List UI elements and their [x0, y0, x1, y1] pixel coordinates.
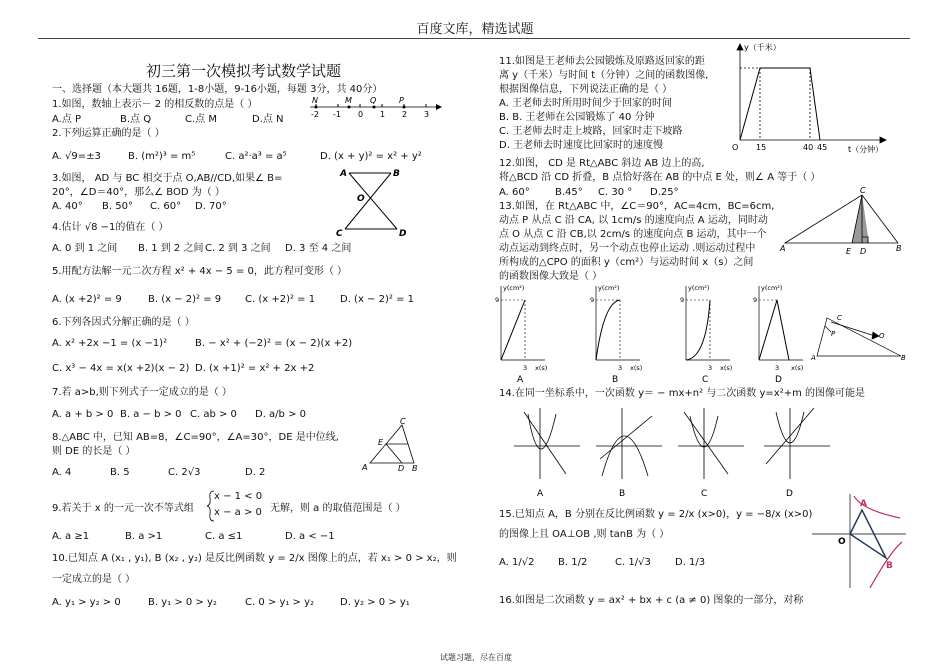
q11-distance-time-graph — [720, 40, 900, 155]
svg-text:3: 3 — [424, 110, 430, 119]
q2-option-d: D. (x + y)² = x² + y² — [320, 151, 422, 162]
q13a-y-value: 9 — [495, 296, 500, 304]
q6-option-b: B. − x² + (−2)² = (x − 2)(x +2) — [195, 338, 353, 349]
q1-option-d: D.点 N — [252, 114, 284, 125]
svg-text:D: D — [398, 464, 405, 473]
exam-title: 初三第一次模拟考试数学试题 — [146, 62, 342, 80]
q13c-x-value: 3 — [708, 364, 713, 372]
svg-text:C: C — [837, 314, 842, 322]
q13-line2: 动点 P 从点 C 沿 CA, 以 1cm/s 的速度向点 A 运动，同时动 — [499, 215, 768, 226]
question-1: 1.如图，数轴上表示－ 2 的相反数的点是（ ） — [52, 99, 258, 110]
q12-option-b: B.45° — [555, 187, 583, 198]
q13c-y-value: 9 — [680, 296, 685, 304]
q14-graph-d — [764, 408, 830, 479]
svg-text:B: B — [896, 244, 902, 253]
q11-line2: 离 y（千米）与时间 t（分钟）之间的函数图像, — [499, 70, 709, 81]
q6-option-a: A. x² +2x −1 = (x −1)² — [52, 338, 168, 349]
q8-figure — [362, 415, 422, 473]
q14-graph-c — [678, 408, 744, 479]
q11-line1: 11.如图是王老师去公园锻炼及原路返回家的距 — [499, 56, 705, 67]
svg-text:A: A — [780, 244, 786, 253]
q13c-y-label: y(cm²) — [688, 284, 710, 292]
page-header: 百度文库，精选试题 — [416, 22, 534, 37]
q8-option-a: A. 4 — [52, 467, 72, 478]
q7-option-b: B. a − b > 0 — [120, 409, 182, 420]
q1-option-a: A.点 P — [52, 114, 82, 125]
svg-text:B: B — [393, 169, 400, 179]
svg-text:B: B — [886, 561, 893, 571]
q3-figure — [335, 165, 415, 240]
q13-line5: 所构成的△CPO 的面积 y（cm²）与运动时间 x（s）之间 — [499, 257, 754, 268]
question-15-line2: 的图像上且 OA⊥OB ,则 tanB 为（ ） — [499, 529, 670, 540]
svg-text:-2: -2 — [311, 110, 319, 119]
q13d-x-label: x(s) — [791, 364, 804, 372]
q5-option-d: D. (x − 2)² = 1 — [340, 294, 414, 305]
q13-label-c: C — [702, 375, 709, 385]
q9-option-b: B. a >1 — [125, 531, 163, 542]
question-16: 16.如图是二次函数 y = ax² + bx + c (a ≠ 0) 图象的一部分，对称 — [499, 595, 804, 606]
q9-option-d: D. a < −1 — [285, 531, 335, 542]
q13-label-d: D — [775, 375, 782, 385]
q13d-y-label: y(cm²) — [761, 284, 783, 292]
q13-line1: 13.如图，在 Rt△ABC 中，∠C＝90°，AC=4cm，BC=6cm, — [499, 201, 775, 212]
question-14: 14.在同一坐标系中，一次函数 y＝ − mx+n² 与二次函数 y=x²+m 的图像可能是 — [499, 388, 866, 399]
question-5: 5.用配方法解一元二次方程 x² + 4x − 5 = 0，此方程可变形（ ） — [52, 266, 348, 277]
q7-option-c: C. ab > 0 — [190, 409, 237, 420]
q10-option-c: C. 0 > y₁ > y₂ — [245, 597, 315, 608]
svg-text:A: A — [811, 354, 816, 362]
q11-option-c: C. 王老师去时走上坡路，回家时走下坡路 — [499, 126, 683, 137]
q14-label-d: D — [786, 489, 793, 499]
svg-text:A: A — [362, 463, 368, 472]
q6-option-c: C. x³ − 4x = x(x +2)(x − 2) — [52, 363, 190, 374]
q3-option-c: C. 60° — [150, 201, 182, 212]
svg-text:1: 1 — [380, 110, 386, 119]
question-10-line1: 10.已知点 A (x₁ , y₁), B (x₂ , y₂) 是反比例函数 y = 2/x 图像上的点，若 x₁ > 0 > x₂，则 — [52, 553, 457, 564]
q14-label-c: C — [701, 489, 708, 499]
svg-text:D: D — [860, 247, 867, 256]
svg-text:B: B — [412, 464, 418, 473]
q15-option-b: B. 1/2 — [558, 557, 588, 568]
question-9-tail: 无解，则 a 的取值范围是（ ） — [270, 503, 406, 514]
q11-option-a: A. 王老师去时所用时间少于回家的时间 — [499, 98, 673, 109]
q13-line3: 点 O 从点 C 沿 CB,以 2cm/s 的速度向点 B 运动，其中一个 — [499, 229, 767, 240]
q5-option-a: A. (x +2)² = 9 — [52, 294, 122, 305]
q13c-x-label: x(s) — [720, 364, 733, 372]
q2-option-b: B. (m²)³ = m⁵ — [128, 151, 196, 162]
question-8-line1: 8.△ABC 中，已知 AB=8，∠C=90°，∠A=30°，DE 是中位线, — [52, 432, 339, 443]
question-4: 4.估计 √8 −1的值在（ ） — [52, 222, 169, 233]
svg-text:O: O — [879, 332, 885, 340]
page-footer: 试题习题，尽在百度 — [440, 653, 512, 662]
q11-option-d: D. 王老师去时速度比回家时的速度慢 — [499, 140, 664, 151]
svg-text:C: C — [336, 229, 343, 239]
q10-option-d: D. y₂ > 0 > y₁ — [340, 597, 410, 608]
q9-inequality-1: x − 1 < 0 — [214, 491, 263, 502]
svg-text:B: B — [901, 354, 906, 362]
svg-text:M: M — [345, 96, 352, 105]
q12-line1: 12.如图， CD 是 Rt△ABC 斜边 AB 边上的高, — [499, 158, 705, 169]
q15-figure — [810, 492, 910, 592]
q2-option-c: C. a²·a³ = a⁵ — [225, 151, 287, 162]
q13-label-a: A — [517, 375, 524, 385]
q14-answer-graphs — [510, 404, 850, 499]
q10-option-b: B. y₁ > 0 > y₂ — [148, 597, 217, 608]
q13b-x-value: 3 — [618, 364, 623, 372]
question-8-line2: 则 DE 的长是（ ） — [52, 446, 136, 457]
section-heading: 一、选择题（本大题共 16题，1-8小题，9-16小题，每题 3分，共 40分） — [52, 84, 383, 95]
fig11-tick-45: 45 — [817, 143, 828, 152]
question-7: 7.若 a>b,则下列式子一定成立的是（ ） — [52, 387, 232, 398]
q13-answer-graphs — [495, 282, 906, 387]
q2-option-a: A. √9=±3 — [52, 151, 101, 162]
svg-text:O: O — [838, 537, 846, 547]
q13d-y-value: 9 — [753, 296, 758, 304]
q13-label-b: B — [612, 375, 619, 385]
fig11-tick-15: 15 — [756, 143, 767, 152]
fig11-y-label: y（千米） — [744, 43, 781, 52]
q13-graph-b — [596, 286, 640, 360]
q9-option-a: A. a ≥1 — [52, 531, 90, 542]
question-6: 6.下列各因式分解正确的是（ ） — [52, 317, 195, 328]
q1-option-b: B.点 Q — [120, 114, 152, 125]
svg-text:E: E — [378, 438, 384, 447]
question-9-lead: 9.若关于 x 的一元一次不等式组 — [52, 503, 194, 514]
q4-option-a: A. 0 到 1 之间 — [52, 243, 118, 254]
number-line-figure — [308, 95, 443, 123]
q15-option-a: A. 1/√2 — [499, 557, 535, 568]
svg-text:C: C — [400, 417, 406, 426]
q15-option-c: C. 1/√3 — [615, 557, 651, 568]
svg-text:O: O — [357, 194, 365, 204]
svg-text:Q: Q — [370, 96, 377, 105]
fig11-tick-40: 40 — [803, 143, 814, 152]
q7-option-a: A. a + b > 0 — [52, 409, 114, 420]
q5-option-b: B. (x − 2)² = 9 — [148, 294, 222, 305]
q14-label-b: B — [619, 489, 626, 499]
q13b-y-label: y(cm²) — [598, 284, 620, 292]
q4-option-b: B. 1 到 2 之间 — [138, 243, 204, 254]
q6-option-d: D. (x +1)² = x² + 2x +2 — [195, 363, 315, 374]
question-15-line1: 15.已知点 A，B 分别在反比例函数 y = 2/x (x>0)，y = −8/x (x>0) — [499, 509, 813, 520]
q1-option-c: C.点 M — [185, 114, 217, 125]
q11-option-b: B. B. 王老师在公园锻炼了 40 分钟 — [499, 112, 655, 123]
svg-text:A: A — [340, 169, 347, 179]
svg-text:P: P — [831, 330, 836, 338]
q9-inequality-2: x − a > 0 — [214, 507, 262, 518]
q8-option-b: B. 5 — [110, 467, 130, 478]
svg-text:D: D — [399, 229, 407, 239]
q3-option-b: B. 50° — [102, 201, 133, 212]
q14-graph-a — [514, 408, 580, 479]
q13d-x-value: 3 — [775, 364, 780, 372]
q5-option-c: C. (x +2)² = 1 — [245, 294, 316, 305]
q13-graph-c — [686, 286, 730, 360]
q8-option-d: D. 2 — [245, 467, 266, 478]
q12-option-d: D.25° — [650, 187, 679, 198]
svg-text:E: E — [846, 247, 852, 256]
q11-line3: 根据图像信息，下列说法正确的是（ ） — [499, 84, 673, 95]
fig11-origin: O — [732, 143, 739, 152]
q13-graph-d — [759, 286, 803, 360]
q13-line6: 的函数图像大致是（ ） — [499, 271, 603, 282]
q8-option-c: C. 2√3 — [168, 467, 201, 478]
q10-option-a: A. y₁ > y₂ > 0 — [52, 597, 121, 608]
q7-option-d: D. a/b > 0 — [255, 409, 307, 420]
q4-option-c: C. 2 到 3 之间 — [205, 243, 271, 254]
fig11-t-label: t（分钟） — [848, 145, 884, 154]
svg-text:N: N — [312, 96, 318, 105]
svg-text:C: C — [860, 186, 866, 195]
header-rule — [38, 38, 910, 39]
q13a-y-label: y(cm²) — [503, 284, 525, 292]
q13b-y-value: 9 — [590, 296, 595, 304]
svg-text:2: 2 — [402, 110, 408, 119]
svg-text:A: A — [860, 499, 867, 509]
q13a-x-label: x(s) — [535, 364, 548, 372]
q9-option-c: C. a ≤1 — [205, 531, 243, 542]
q13b-x-label: x(s) — [630, 364, 643, 372]
q13-line4: 动点运动到终点时，另一个动点也停止运动 .则运动过程中 — [499, 243, 756, 254]
svg-text:-1: -1 — [333, 110, 341, 119]
svg-text:0: 0 — [358, 110, 364, 119]
question-3-line2: 20°，∠D＝40°，那么∠ BOD 为（ ） — [52, 187, 225, 198]
q14-graph-b — [596, 408, 662, 479]
q15-option-d: D. 1/3 — [675, 557, 706, 568]
question-2: 2.下列运算正确的是（ ） — [52, 128, 165, 139]
svg-text:P: P — [399, 96, 404, 105]
q3-option-a: A. 40° — [52, 201, 83, 212]
q3-option-d: D. 70° — [195, 201, 227, 212]
q12-line2: 将△BCD 沿 CD 折叠，B 点恰好落在 AB 的中点 E 处，则∠ A 等于（ ） — [499, 172, 821, 183]
q13-motion-figure — [817, 318, 901, 356]
q4-option-d: D. 3 至 4 之间 — [285, 243, 352, 254]
q12-option-a: A. 60° — [499, 187, 530, 198]
q14-label-a: A — [537, 489, 544, 499]
q12-option-c: C. 30 ° — [598, 187, 633, 198]
question-3-line1: 3.如图， AD 与 BC 相交于点 O,AB//CD,如果∠ B= — [52, 173, 283, 184]
q13-graph-a — [501, 286, 545, 360]
question-10-line2: 一定成立的是（ ） — [52, 574, 136, 585]
q13a-x-value: 3 — [523, 364, 528, 372]
q12-triangle-figure — [780, 185, 905, 260]
